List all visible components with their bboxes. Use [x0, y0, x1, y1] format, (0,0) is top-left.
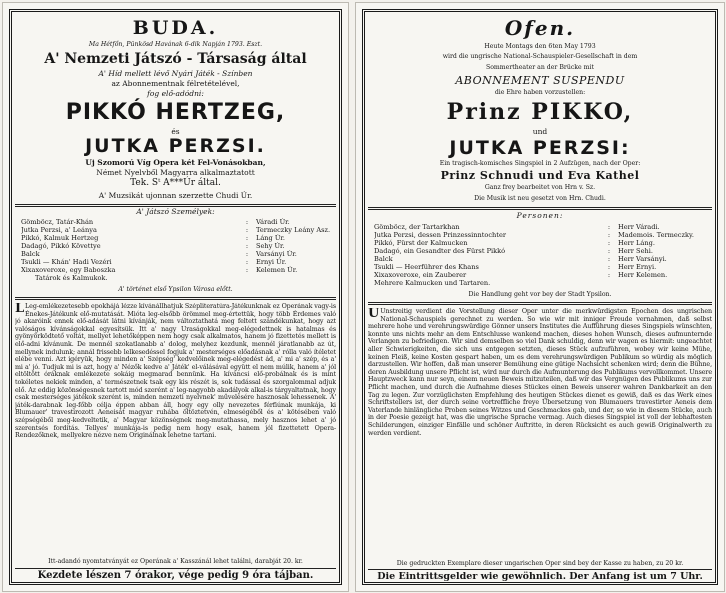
right-source-line: Prinz Schnudi und Eva Kathel	[440, 169, 640, 182]
cast-role: Dadagó, ein Gesandter des Fürst Pikkó	[374, 247, 506, 255]
right-intro-line: die Ehre haben vorzustellen:	[494, 89, 586, 96]
cast-row: Gömböcz, Tatár-Khán : Váradi Úr.	[21, 218, 330, 226]
cast-row: Dadagó, ein Gesandter des Fürst Pikkó : Herr Sehi.	[374, 247, 706, 255]
left-play-title-2: JUTKA PERZSI.	[85, 135, 266, 157]
cast-row: Tsukli — Khán' Hadi Vezéri : Ernyi Úr.	[21, 258, 330, 266]
cast-role: Tsukli — Heerführer des Khans	[374, 263, 479, 271]
left-city-title: BUDA.	[132, 17, 219, 39]
right-play-title-1: Prinz PIKKO,	[446, 99, 634, 125]
cast-actor: Sehy Úr.	[256, 242, 285, 250]
cast-row: Jutka Perzsi, a' Leánya : Termeczky Leány Asz.	[21, 226, 330, 234]
cast-role: Xixaxoveroxe, egy Baboszka	[21, 266, 116, 274]
cast-row: Tsukli — Heerführer des Khans : Herr Ernyi.	[374, 263, 706, 271]
cast-role: Jutka Perzsi, a' Leánya	[21, 226, 97, 234]
cast-role: Xixaxoveroxe, ein Zauberer	[374, 271, 467, 279]
cast-actor: Kelemen Úr.	[256, 266, 298, 274]
cast-actor: Varsányi Úr.	[256, 250, 297, 258]
cast-actor: Herr Ernyi.	[618, 263, 657, 271]
right-play-title-2: JUTKA PERZSI:	[449, 137, 631, 159]
left-cast-list	[21, 218, 330, 282]
cast-role: Jutka Perzsi, dessen Prinzessinntochter	[374, 231, 507, 239]
right-date-line: Heute Montags den 6ten May 1793	[484, 43, 596, 50]
cast-row: Xixaxoveroxe, ein Zauberer : Herr Kelemen.	[374, 271, 706, 279]
cast-actor: Mademois. Termeczky.	[618, 231, 694, 239]
cast-actor: Ernyi Úr.	[256, 258, 287, 266]
cast-actor	[256, 274, 330, 282]
right-cast-list	[374, 223, 706, 287]
right-body-text: Unstreitig verdient die Vorstellung dieser Oper unter die merkwürdigsten Epochen des ungrischen National-Schauspiels gerechnet zu werden. So wie wir mit inniger Freude vernahmen, daß selbst mehrere hohe und verehrungswürdige Gönner unsers Institutes die Aufführung dieses Singspiels wünschten, konnte uns nichts mehr an dem Entschlusse wankend machen, dieses hohen Wunsch, dieses aufmunternde Verlangen zu befriedigen. Wir sind demselben so viel Dank schuldig, denn wir wagen es hiermit: ungeachtet aller Schwierigkeiten, die sich uns entgegen setzten, dieses Stück aufzuführen, wobey wir keine Mühe, keinen Fleiß, keine Kosten gespart haben, um es dem verehrungswürdigen Publikum so würdig als möglich darzustellen. Wir hoffen, daß man unserer Bemühung eine gütige Nachsicht schenken wird; denn die Bühne, deren Ausbildung unsere Pflicht ist, wird nur durch die Aufmunterung des Publikums vervollkommet. Unsere Hauptzweck kann nur seyn, einem neuen Beweis mitzuteilen, daß wir das Vergnügen des Publikums uns zur Pflicht machen, und durch die Aufnahme dieses Stückes einen Beweis unserer wahren Dankbarkeit an den Tag zu legen. Zur vorzüglichsten Empfehlung des heutigen Stückes dienet es gewiß, daß es das Werk eines Schriftstellers ist, der durch seine vortreffliche freye Übersetzung von Blumauers travestirter Aeneis dem Vaterlande hinlängliche Proben seines Witzes und Geschmackes gab, und der, so wie in diesem Stücke, auch in der Poesie gezeigt hat, was die ungrische Sprache vermag. Auch dieses Singspiel ist voll der lebhaftesten Schilderungen, einziger Einfälle und schöner Auftritte, in deren Rücksicht es auch gewiß Originalwerth zu werden verdient.	[368, 308, 712, 437]
right-adapted-line: Ganz frey bearbeitet von Hrn v. Sz.	[484, 184, 596, 191]
cast-actor: Herr Kelemen.	[618, 271, 668, 279]
cast-role: Pikkó, Kalmuk Hertzeg	[21, 234, 99, 242]
left-play-title-1: PIKKÓ HERTZEG,	[65, 100, 286, 125]
right-city-title: Ofen.	[504, 16, 576, 40]
cast-row: Dadagó, Pikkó Követtye : Sehy Úr.	[21, 242, 330, 250]
cast-role: Dadagó, Pikkó Követtye	[21, 242, 101, 250]
left-footer-rule	[15, 568, 336, 569]
right-footer-rule	[368, 569, 712, 570]
cast-actor: Váradi Úr.	[256, 218, 290, 226]
left-rule-mid	[15, 297, 336, 300]
left-company-line: A' Nemzeti Játszó - Társaság által	[44, 51, 307, 67]
left-conjunction: és	[171, 127, 180, 136]
cast-actor: Herr Váradi.	[618, 223, 660, 231]
cast-row: Gömböcz, der Tartarkhan : Herr Váradi.	[374, 223, 706, 231]
cast-actor	[618, 279, 706, 287]
cast-row: Balck : Varsányi Úr.	[21, 250, 330, 258]
left-music-line: A' Muzsikát ujonnan szerzette Chudi Úr.	[98, 191, 253, 200]
left-body-text: Leg-emlékezetesebb epokhájá lézze kívánállhatjuk Szépliteratúra-Játékunknak ez Operának vagy-is Énekes-Játékunk elő-mutatását. Mióta leg-elsőbb örömmel meg-értettük, hogy több Érdemes való jó akaróink ennek elő-adását látni kívánják, nem változtathatá meg feltett szándékunkat, hogy azt valóságos kívánságokkal egyesítsük. Itt a' nagy Uraságokkal meg-elégedettnek is hatalmas és gyönyörködtető voltát, mellyet lehetőképpen nem hogy csak alkalmatos, hanem jó fizettetés mellett is elő-adni kívánunk. De mennél szokatlanabb a' dolog, melyhez kezdunk, mennél járatlanabb az út, mellynek indulunk; annál frissebb lelkesedéssel fogjuk a' mesterséges előadásnak a' rólla való ítéletet elébe venni. Azt igéryük, hogy minden a' Szépség' kedvelőinek meg-elégedést ád, a' mi a' szép, és a' mi a' jó. Tudjuk mi is azt, hogy a' Nézők kedve a' Játék' el-válásával együtt el nem múlik, hanem a' jól eltöltött óráknak emlékezete sokáig megmarad bennünk. Ha kíváncsi elő-probálnak és is mint tokéletes nekiek minden, a' természetnek tsak egy kis részét is, sok tudással és szorgalommal adjuk elő. Az eddig közönségesnek tartott mód szerént a' leg-nagyobb akadályok alkal-is tárgyaltatnak, hogy csak mesterséges játékok szerént is, minden nemzeti nyelvnek' művelésére hasznosak lehessenek. A' játék-darabnak leg-főbb célja éppen abban áll, hogy egy olly nevezetes férfiúnak munkája, ki Blumauer' travestirozott Aeneisát magyar ruhába öltöztetvén, elmeségéből és a' kötésében való szépségéből meg-kedveltetik, a' Magyar közönségnek meg-mutathassa, mely hasznos lehet a' jó szerentsés fordítás. Tellyes' munkája-is pedig nem hogy esak, hanem jól fizettetett Opera-Rendezőknek, mellyekre nézve nem Originálnak lehetne tartani.	[15, 303, 336, 440]
cast-row: Pikkó, Fürst der Kalmucken : Herr Láng.	[374, 239, 706, 247]
cast-row	[21, 274, 330, 282]
cast-role: Balck	[374, 255, 393, 263]
left-scene-line: A' történet első Ypsilon Városa előtt.	[118, 286, 233, 293]
cast-row: Xixaxoveroxe, egy Baboszka : Kelemen Úr.	[21, 266, 330, 274]
german-playbill	[355, 2, 725, 592]
cast-role: Mehrere Kalmucken und Tartaren.	[374, 279, 491, 287]
left-body-paragraph: L Leg-emlékezetesebb epokhájá lézze kívánállhatjuk Szépliteratúra-Játékunknak ez Operának vagy-is Énekes-Játékunk elő-mutatását. Mióta leg-elsőbb örömmel meg-értettük, hogy több Érdemes való jó akaróink ennek elő-adását látni kívánják, nem változtathatá meg feltett szándékunkat, hogy azt valóságos kívánságokkal egyesítsük. Itt a' nagy Uraságokkal meg-elégedettnek is hatalmas és gyönyörködtető voltát, mellyet lehetőképpen nem hogy csak alkalmatos, hanem jó fizettetés mellett is elő-adni kívánunk. De mennél szokatlanabb a' dolog, melyhez kezdunk, mennél járatlanabb az út, mellynek indulunk; annál frissebb lelkesedéssel fogjuk a' mesterséges előadásnak a' rólla való ítéletet elébe venni. Azt igéryük, hogy minden a' Szépség' kedvelőinek meg-elégedést ád, a' mi a' szép, és a' mi a' jó. Tudjuk mi is azt, hogy a' Nézők kedve a' Játék' el-válásával együtt el nem múlik, hanem a' jól eltöltött óráknak emlékezete sokáig megmarad bennünk. Ha kíváncsi elő-probálnak és is mint tokéletes nekiek minden, a' természetnek tsak egy kis részét is, sok tudással és szorgalommal adjuk elő. Az eddig közönségesnek tartott mód szerént a' leg-nagyobb akadályok alkal-is tárgyaltatnak, hogy csak mesterséges játékok szerént is, minden nemzeti nyelvnek' művelésére hasznosak lehessenek. A' játék-darabnak leg-főbb célja éppen abban áll, hogy egy olly nevezetes férfiúnak munkája, ki Blumauer' travestirozott Aeneisát magyar ruhába öltöztetvén, elmeségéből és a' kötésében való szépségéből meg-kedveltetik, a' Magyar közönségnek meg-mutathassa, mely hasznos lehet a' jó szerentsés fordítás. Tellyes' munkája-is pedig nem hogy esak, hanem jól fizettetett Opera-Rendezőknek, mellyekre nézve nem Originálnak lehetne tartani.	[15, 303, 336, 440]
left-intro-line: fog elő-adódni:	[147, 89, 204, 98]
cast-row	[374, 279, 706, 287]
left-date-line: Ma Hétfőn, Pünkösd Havának 6-dik Napján 1793. Eszt.	[88, 41, 263, 48]
cast-role: Tsukli — Khán' Hadi Vezéri	[21, 258, 112, 266]
right-suspend-line: ABONNEMENT SUSPENDU	[455, 74, 625, 87]
left-genre-line: Uj Szomorú Víg Opera két Fel-Vonásokban,	[85, 158, 266, 167]
left-subscription-line: az Abonnementnak félretételével,	[111, 79, 240, 88]
left-adapted-line: Német Nyelvből Magyarra alkalmaztatott	[96, 168, 255, 177]
right-company-line: wird die ungrische National-Schauspieler-Gesellschaft in dem	[442, 53, 638, 60]
right-venue-line: Sommertheater an der Brücke mit	[485, 64, 595, 71]
cast-role: Balck	[21, 250, 40, 258]
right-genre-line: Ein tragisch-komisches Singspiel in 2 Aufzügen, nach der Oper:	[439, 160, 641, 167]
cast-row: Jutka Perzsi, dessen Prinzessinntochter : Mademois. Termeczky.	[374, 231, 706, 239]
right-music-line: Die Musik ist neu gesetzt von Hrn. Chudi.	[474, 195, 606, 202]
right-rule-mid	[368, 302, 712, 305]
cast-role: Tatárok és Kalmukok.	[35, 274, 108, 282]
cast-actor: Herr Láng.	[618, 239, 655, 247]
cast-actor: Láng Úr.	[256, 234, 285, 242]
right-conjunction: und	[532, 127, 548, 136]
right-body-paragraph: U Unstreitig verdient die Vorstellung dieser Oper unter die merkwürdigsten Epochen des ungrischen National-Schauspiels gerechnet zu werden. So wie wir mit inniger Freude vernahmen, daß selbst mehrere hohe und verehrungswürdige Gönner unsers Institutes die Aufführung dieses Singspiels wünschten, konnte uns nichts mehr an dem Entschlusse wankend machen, dieses hohen Wunsch, dieses aufmunternde Verlangen zu befriedigen. Wir sind demselben so viel Dank schuldig, denn wir wagen es hiermit: ungeachtet aller Schwierigkeiten, die sich uns entgegen setzten, dieses Stück aufzuführen, wobey wir keine Mühe, keinen Fleiß, keine Kosten gespart haben, um es dem verehrungswürdigen Publikum so würdig als möglich darzustellen. Wir hoffen, daß man unserer Bemühung eine gütige Nachsicht schenken wird; denn die Bühne, deren Ausbildung unsere Pflicht ist, wird nur durch die Aufmunterung des Publikums vervollkommet. Unsere Hauptzweck kann nur seyn, einem neuen Beweis mitzuteilen, daß wir das Vergnügen des Publikums uns zur Pflicht machen, und durch die Aufnahme dieses Stückes einen Beweis unserer wahren Dankbarkeit an den Tag zu legen. Zur vorzüglichsten Empfehlung des heutigen Stückes dienet es gewiß, daß es das Werk eines Schriftstellers ist, der durch seine vortreffliche freye Übersetzung von Blumauers travestirter Aeneis dem Vaterlande hinlängliche Proben seines Witzes und Geschmackes gab, und der, so wie in diesem Stücke, auch in der Poesie gezeigt hat, was die ungrische Sprache vermag. Auch dieses Singspiel ist voll der lebhaftesten Schilderungen, einziger Einfälle und schöner Auftritte, in deren Rücksicht es auch gewiß Originalwerth zu werden verdient.	[368, 308, 712, 437]
right-notice-line: Die gedruckten Exemplare dieser ungarischen Oper sind bey der Kasse zu haben, zu 20 kr.	[396, 560, 684, 567]
cast-role: Gömböcz, Tatár-Khán	[21, 218, 94, 226]
cast-actor: Herr Sehi.	[618, 247, 653, 255]
left-venue-line: A' Híd mellett lévő Nyári Játék - Színben	[98, 69, 253, 78]
right-scene-line: Die Handlung geht vor bey der Stadt Ypsilon.	[468, 291, 612, 298]
cast-role: Gömböcz, der Tartarkhan	[374, 223, 460, 231]
cast-row: Balck : Herr Varsányi.	[374, 255, 706, 263]
cast-actor: Termeczky Leány Asz.	[256, 226, 330, 234]
hungarian-playbill	[2, 2, 349, 592]
right-rule-top	[368, 207, 712, 210]
right-footer-line: Die Eintrittsgelder wie gewöhnlich. Der Anfang ist um 7 Uhr.	[377, 571, 703, 582]
cast-actor: Herr Varsányi.	[618, 255, 667, 263]
left-cast-header: A' Játszó Személyek:	[136, 207, 215, 216]
left-author-line: Tek. Sᵗ A***Úr által.	[130, 178, 221, 188]
right-cast-header: Personen:	[516, 211, 564, 220]
left-footer-line: Kezdete lészen 7 órakor, vége pedig 9 óra tájban.	[37, 570, 314, 581]
left-notice-line: Itt-adandó nyomtatványát ez Operának a' Kasszánál lehet találni, darabját 20. kr.	[48, 558, 303, 565]
cast-role: Pikkó, Fürst der Kalmucken	[374, 239, 468, 247]
cast-row: Pikkó, Kalmuk Hertzeg : Láng Úr.	[21, 234, 330, 242]
